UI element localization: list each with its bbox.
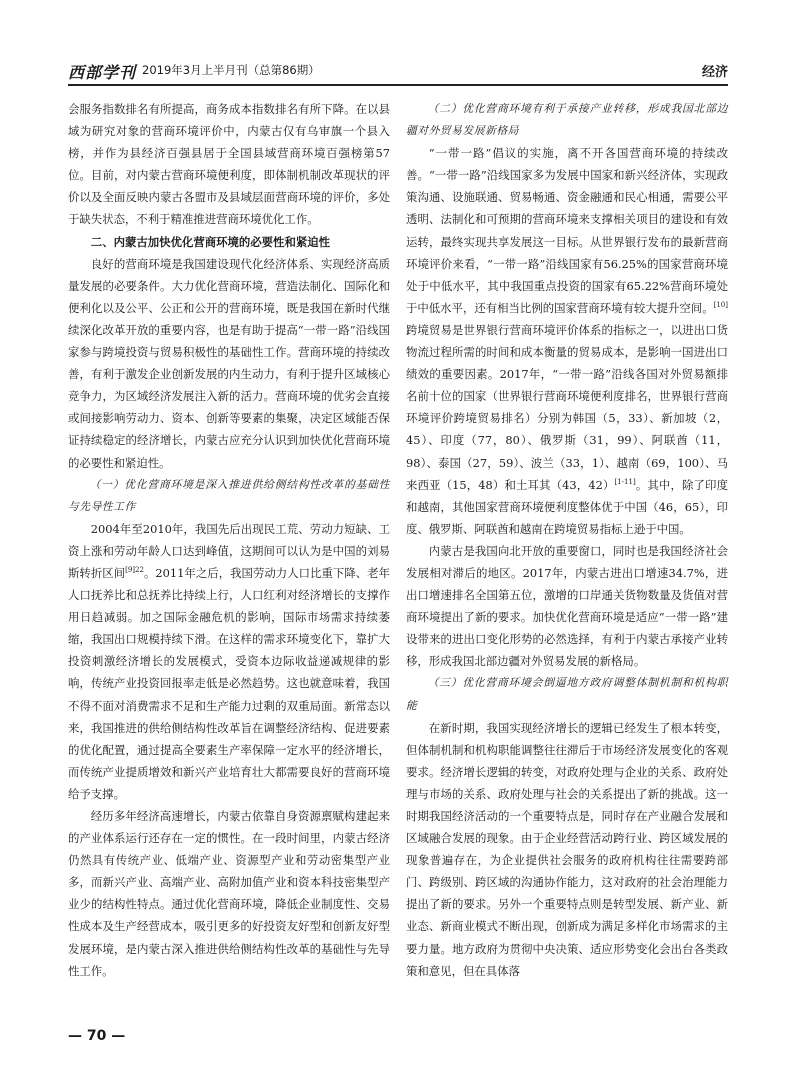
left-column (68, 98, 390, 982)
paragraph-text: “一带一路”倡议的实施，离不开各国营商环境的持续改善。“一带一路”沿线国家多为发展中国家和新兴经济体，实现政策沟通、设施联通、贸易畅通、资金融通和民心相通，需要公平透明、法制化和可预期的营商环境来支撑相关项目的建设和有效运转，最终实现共享发展这一目标。从世界银行发布的最新营商环境评价来看，“一带一路”沿线国家有56.25%的国家营商环境处于中低水平，其中我国重点投资的国家有65.22%营商环境处于中低水平，还有相当比例的国家营商环境有较大提升空间。 (406, 146, 728, 315)
paragraph: 在新时期，我国实现经济增长的逻辑已经发生了根本转变，但体制机制和机构职能调整往往滞后于市场经济发展变化的客观要求。经济增长逻辑的转变，对政府处理与企业的关系、政府处理与市场的关系、政府处理与社会的关系提出了新的挑战。这一时期我国经济活动的一个重要特点是，同时存在产业融合发展和区域融合发展的现象。由于企业经营活动跨行业、跨区域发展的现象普遍存在，为企业提供社会服务的政府机构往往需要跨部门、跨级别、跨区域的沟通协作能力，这对政府的社会治理能力提出了新的要求。另外一个重要特点则是转型发展、新产业、新业态、新商业模式不断出现，创新成为满足多样化市场需求的主要力量。地方政府为贯彻中央决策、适应形势变化会出台各类政策和意见，但在具体落 (406, 720, 728, 978)
paragraph-text: 。其中，除了印度和越南，其他国家营商环境便利度整体优于中国（46，65），印度、俄罗斯、阿联酋和越南在跨境贸易指标上逊于中国。 (406, 477, 728, 536)
paragraph: 会服务指数排名有所提高，商务成本指数排名有所下降。在以县域为研究对象的营商环境评价中，内蒙古仅有乌审旗一个县入榜，并作为县经济百强县居于全国县域营商环境百强榜第57位。目前，对内蒙古营商环境便利度，即体制机制改革现状的评价以及全面反映内蒙古各盟市及县域层面营商环境的评价，多处于缺失状态，不利于精准推进营商环境优化工作。 (68, 102, 390, 227)
subsection-heading: （二）优化营商环境有利于承接产业转移，形成我国北部边疆对外贸易发展新格局 (406, 102, 728, 138)
citation: [1-11] (614, 477, 636, 486)
running-header (68, 58, 728, 82)
paragraph (406, 142, 728, 540)
paragraph: 内蒙古是我国向北开放的重要窗口，同时也是我国经济社会发展相对滞后的地区。2017年，内蒙古进出口增速34.7%，进出口增速排名全国第五位，激增的口岸通关货物数量及货值对营商环境提出了新的要求。加快优化营商环境是适应“一带一路”建设带来的进出口变化形势的必然选择，有利于内蒙古承接产业转移，形成我国北部边疆对外贸易发展的新格局。 (406, 543, 728, 669)
section-heading: 二、内蒙古加快优化营商环境的必要性和紧迫性 (90, 234, 331, 249)
issue-info: 2019年3月上半月刊（总第86期） (142, 63, 320, 77)
header-rule (68, 84, 728, 86)
journal-logo: 西部学刊 (68, 63, 137, 82)
citation: [9]22 (125, 566, 144, 575)
section-label: 经济 (701, 65, 728, 80)
page-number: — 70 — (68, 1028, 126, 1044)
subsection-heading: （一）优化营商环境是深入推进供给侧结构性改革的基础性与先导性工作 (68, 477, 390, 513)
paragraph: 经历多年经济高速增长，内蒙古依靠自身资源禀赋构建起来的产业体系运行还存在一定的惯性。在一段时间里，内蒙古经济仍然具有传统产业、低端产业、资源型产业和劳动密集型产业多，而新兴产业、高端产业、高附加值产业和资本科技密集型产业少的结构性特点。通过优化营商环境，降低企业制度性、交易性成本及生产经营成本，吸引更多的好投资友好型和创新友好型发展环境，是内蒙古深入推进供给侧结构性改革的基础性与先导性工作。 (68, 809, 390, 978)
paragraph-text: 。2011年之后，我国劳动力人口比重下降、老年人口抚养比和总抚养比持续上行，人口红利对经济增长的支撑作用日趋减弱。加之国际金融危机的影响，国际市场需求持续萎缩，我国出口规模持续下滑。在这样的需求环境变化下，靠扩大投资刺激经济增长的发展模式，受资本边际收益递减规律的影响，传统产业投资回报率走低是必然趋势。这也就意味着，我国不得不面对消费需求不足和生产能力过剩的双重局面。新常态以来，我国推进的供给侧结构性改革旨在调整经济结构、促进要素的优化配置，通过提高全要素生产率保障一定水平的经济增长，而传统产业提质增效和新兴产业培育壮大都需要良好的营商环境给予支撑。 (68, 565, 390, 801)
paragraph (68, 518, 390, 805)
citation: [10] (713, 301, 728, 310)
paragraph-text: 2004年至2010年，我国先后出现民工荒、劳动力短缺、工资上涨和劳动年龄人口达到峰值，这期间可以认为是中国的刘易斯转折区间 (68, 521, 390, 580)
subsection-heading: （三）优化营商环境会倒逼地方政府调整体制机制和机构职能 (406, 676, 728, 712)
paragraph-text: 跨境贸易是世界银行营商环境评价体系的指标之一，以进出口货物流过程所需的时间和成本衡量的贸易成本，是影响一国进出口绩效的重要因素。2017年，“一带一路”沿线各国对外贸易额排名前十位的国家（世界银行营商环境便利度排名，世界银行营商环境评价跨境贸易排名）分别为韩国（5，33）、新加坡（2，45）、印度（77，80）、俄罗斯（31，99）、阿联酋（11，98）、泰国（27，59）、波兰（33，1）、越南（69，100）、马来西亚（15，48）和土耳其（43，42） (406, 322, 728, 492)
paragraph: 良好的营商环境是我国建设现代化经济体系、实现经济高质量发展的必要条件。大力优化营商环境，营造法制化、国际化和便利化以及公平、公正和公开的营商环境，既是我国在新时代继续深化改革开放的重要内容，也是有助于提高“一带一路”沿线国家参与跨境投资与贸易积极性的基础性工作。营商环境的持续改善，有利于激发企业创新发展的内生动力，有利于提升区域核心竞争力，为区域经济发展注入新的活力。营商环境的优劣会直接或间接影响劳动力、资本、创新等要素的集聚，决定区域能否保证持续稳定的经济增长，内蒙古应充分认识到加快优化营商环境的必要性和紧迫性。 (68, 256, 390, 470)
right-column (406, 98, 728, 982)
